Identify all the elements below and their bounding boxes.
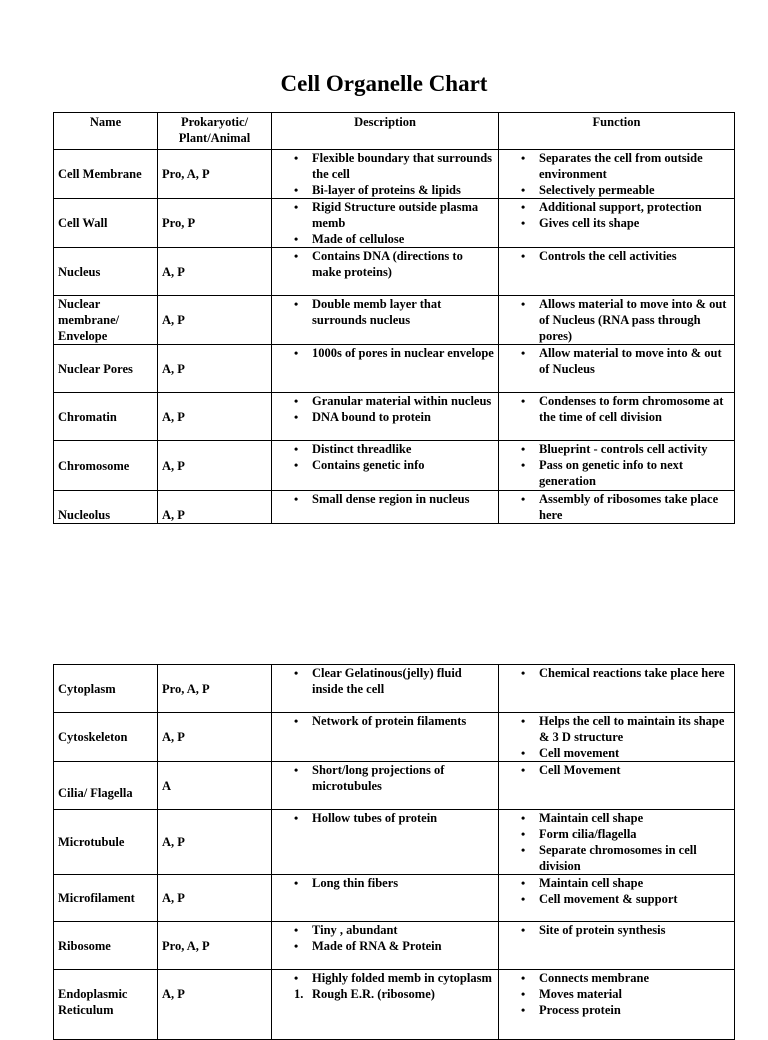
list-item: • Moves material (503, 986, 730, 1002)
description-cell (272, 665, 499, 713)
organelle-name: Cytoskeleton (54, 713, 158, 762)
list-item: • Form cilia/flagella (503, 826, 730, 842)
header-type: Prokaryotic/ Plant/Animal (158, 113, 272, 150)
description-cell (272, 762, 499, 810)
list-item: • Helps the cell to maintain its shape & 3 D structure (503, 713, 730, 745)
list-item: • Highly folded memb in cytoplasm (276, 970, 494, 986)
list-item: • Site of protein synthesis (503, 922, 730, 938)
organelle-table-2 (53, 664, 735, 1040)
function-cell (499, 441, 735, 491)
function-cell (499, 296, 735, 345)
organelle-name: Endoplasmic Reticulum (54, 970, 158, 1040)
table-row (54, 922, 735, 970)
description-cell (272, 713, 499, 762)
description-cell (272, 810, 499, 875)
function-cell (499, 762, 735, 810)
numbered-item: 1. Rough E.R. (ribosome) (294, 987, 435, 1001)
organelle-name: Nucleus (54, 248, 158, 296)
description-cell (272, 922, 499, 970)
organelle-name: Cilia/ Flagella (54, 762, 158, 810)
function-cell (499, 713, 735, 762)
function-cell (499, 970, 735, 1040)
list-item: • Granular material within nucleus (276, 393, 494, 409)
list-item: • Connects membrane (503, 970, 730, 986)
list-item: • Short/long projections of microtubules (276, 762, 494, 794)
list-item: • Small dense region in nucleus (276, 491, 494, 507)
organelle-name: Microfilament (54, 875, 158, 922)
list-item: • Controls the cell activities (503, 248, 730, 264)
list-item: • Hollow tubes of protein (276, 810, 494, 826)
list-item: • Process protein (503, 1002, 730, 1018)
organelle-name: Microtubule (54, 810, 158, 875)
list-item: • Pass on genetic info to next generation (503, 457, 730, 489)
list-item: • Made of RNA & Protein (276, 938, 494, 954)
organelle-name: Nuclear membrane/ Envelope (54, 296, 158, 345)
header-row (54, 113, 735, 150)
function-cell (499, 922, 735, 970)
organelle-name: Cell Wall (54, 199, 158, 248)
organism-type: A, P (158, 875, 272, 922)
list-item: • Contains genetic info (276, 457, 494, 473)
list-item: • Rigid Structure outside plasma memb (276, 199, 494, 231)
table-row (54, 393, 735, 441)
list-item: • Distinct threadlike (276, 441, 494, 457)
table-row (54, 665, 735, 713)
organism-type: A, P (158, 810, 272, 875)
organism-type: A, P (158, 491, 272, 524)
description-cell (272, 248, 499, 296)
organelle-name: Chromosome (54, 441, 158, 491)
list-item: • Bi-layer of proteins & lipids (276, 182, 494, 198)
list-item: • Contains DNA (directions to make proteins) (276, 248, 494, 280)
function-cell (499, 199, 735, 248)
organism-type: A, P (158, 441, 272, 491)
list-item: • Tiny , abundant (276, 922, 494, 938)
table-row (54, 762, 735, 810)
list-item: • Selectively permeable (503, 182, 730, 198)
organelle-name: Cell Membrane (54, 150, 158, 199)
table-row (54, 491, 735, 524)
header-description: Description (272, 113, 499, 150)
description-cell (272, 491, 499, 524)
list-item: • Gives cell its shape (503, 215, 730, 231)
list-item: • Separate chromosomes in cell division (503, 842, 730, 874)
organism-type: Pro, A, P (158, 922, 272, 970)
list-item: • Cell movement (503, 745, 730, 761)
organelle-name: Chromatin (54, 393, 158, 441)
organism-type: A (158, 762, 272, 810)
list-item: • Condenses to form chromosome at the time of cell division (503, 393, 730, 425)
table-row (54, 345, 735, 393)
list-item: • 1000s of pores in nuclear envelope (276, 345, 494, 361)
description-cell (272, 875, 499, 922)
list-item: • Cell Movement (503, 762, 730, 778)
organelle-table-1 (53, 112, 735, 524)
table-row (54, 150, 735, 199)
organelle-name: Ribosome (54, 922, 158, 970)
list-item: • Blueprint - controls cell activity (503, 441, 730, 457)
organism-type: A, P (158, 296, 272, 345)
organism-type: Pro, P (158, 199, 272, 248)
function-cell (499, 875, 735, 922)
function-cell (499, 150, 735, 199)
table-row (54, 810, 735, 875)
organelle-name: Nucleolus (54, 491, 158, 524)
list-item: • Network of protein filaments (276, 713, 494, 729)
list-item: • Additional support, protection (503, 199, 730, 215)
list-item: • Assembly of ribosomes take place here (503, 491, 730, 523)
description-cell (272, 441, 499, 491)
page-title: Cell Organelle Chart (280, 71, 488, 96)
description-cell (272, 393, 499, 441)
organism-type: Pro, A, P (158, 665, 272, 713)
function-cell (499, 248, 735, 296)
function-cell (499, 393, 735, 441)
organism-type: Pro, A, P (158, 150, 272, 199)
description-cell (272, 970, 499, 1040)
list-item: • Separates the cell from outside environment (503, 150, 730, 182)
function-cell (499, 491, 735, 524)
table-row (54, 199, 735, 248)
table-row (54, 970, 735, 1040)
list-item: • Made of cellulose (276, 231, 494, 247)
list-item: • Maintain cell shape (503, 875, 730, 891)
organism-type: A, P (158, 248, 272, 296)
description-cell (272, 199, 499, 248)
organelle-name: Cytoplasm (54, 665, 158, 713)
list-item: • Maintain cell shape (503, 810, 730, 826)
table-row (54, 713, 735, 762)
table-row (54, 875, 735, 922)
organism-type: A, P (158, 713, 272, 762)
description-cell (272, 345, 499, 393)
description-cell (272, 296, 499, 345)
function-cell (499, 345, 735, 393)
description-cell (272, 150, 499, 199)
list-item: • Allow material to move into & out of Nucleus (503, 345, 730, 377)
function-cell (499, 810, 735, 875)
header-function: Function (499, 113, 735, 150)
list-item: • Cell movement & support (503, 891, 730, 907)
table-row (54, 441, 735, 491)
list-item: • Double memb layer that surrounds nucleus (276, 296, 494, 328)
header-name: Name (54, 113, 158, 150)
list-item: • Chemical reactions take place here (503, 665, 730, 681)
table-row (54, 296, 735, 345)
table-row (54, 248, 735, 296)
organelle-name: Nuclear Pores (54, 345, 158, 393)
list-item: • Clear Gelatinous(jelly) fluid inside the cell (276, 665, 494, 697)
list-item: • Flexible boundary that surrounds the cell (276, 150, 494, 182)
list-item: • Long thin fibers (276, 875, 494, 891)
organism-type: A, P (158, 970, 272, 1040)
function-cell (499, 665, 735, 713)
organism-type: A, P (158, 393, 272, 441)
list-item: • DNA bound to protein (276, 409, 494, 425)
list-item: • Allows material to move into & out of Nucleus (RNA pass through pores) (503, 296, 730, 344)
organism-type: A, P (158, 345, 272, 393)
